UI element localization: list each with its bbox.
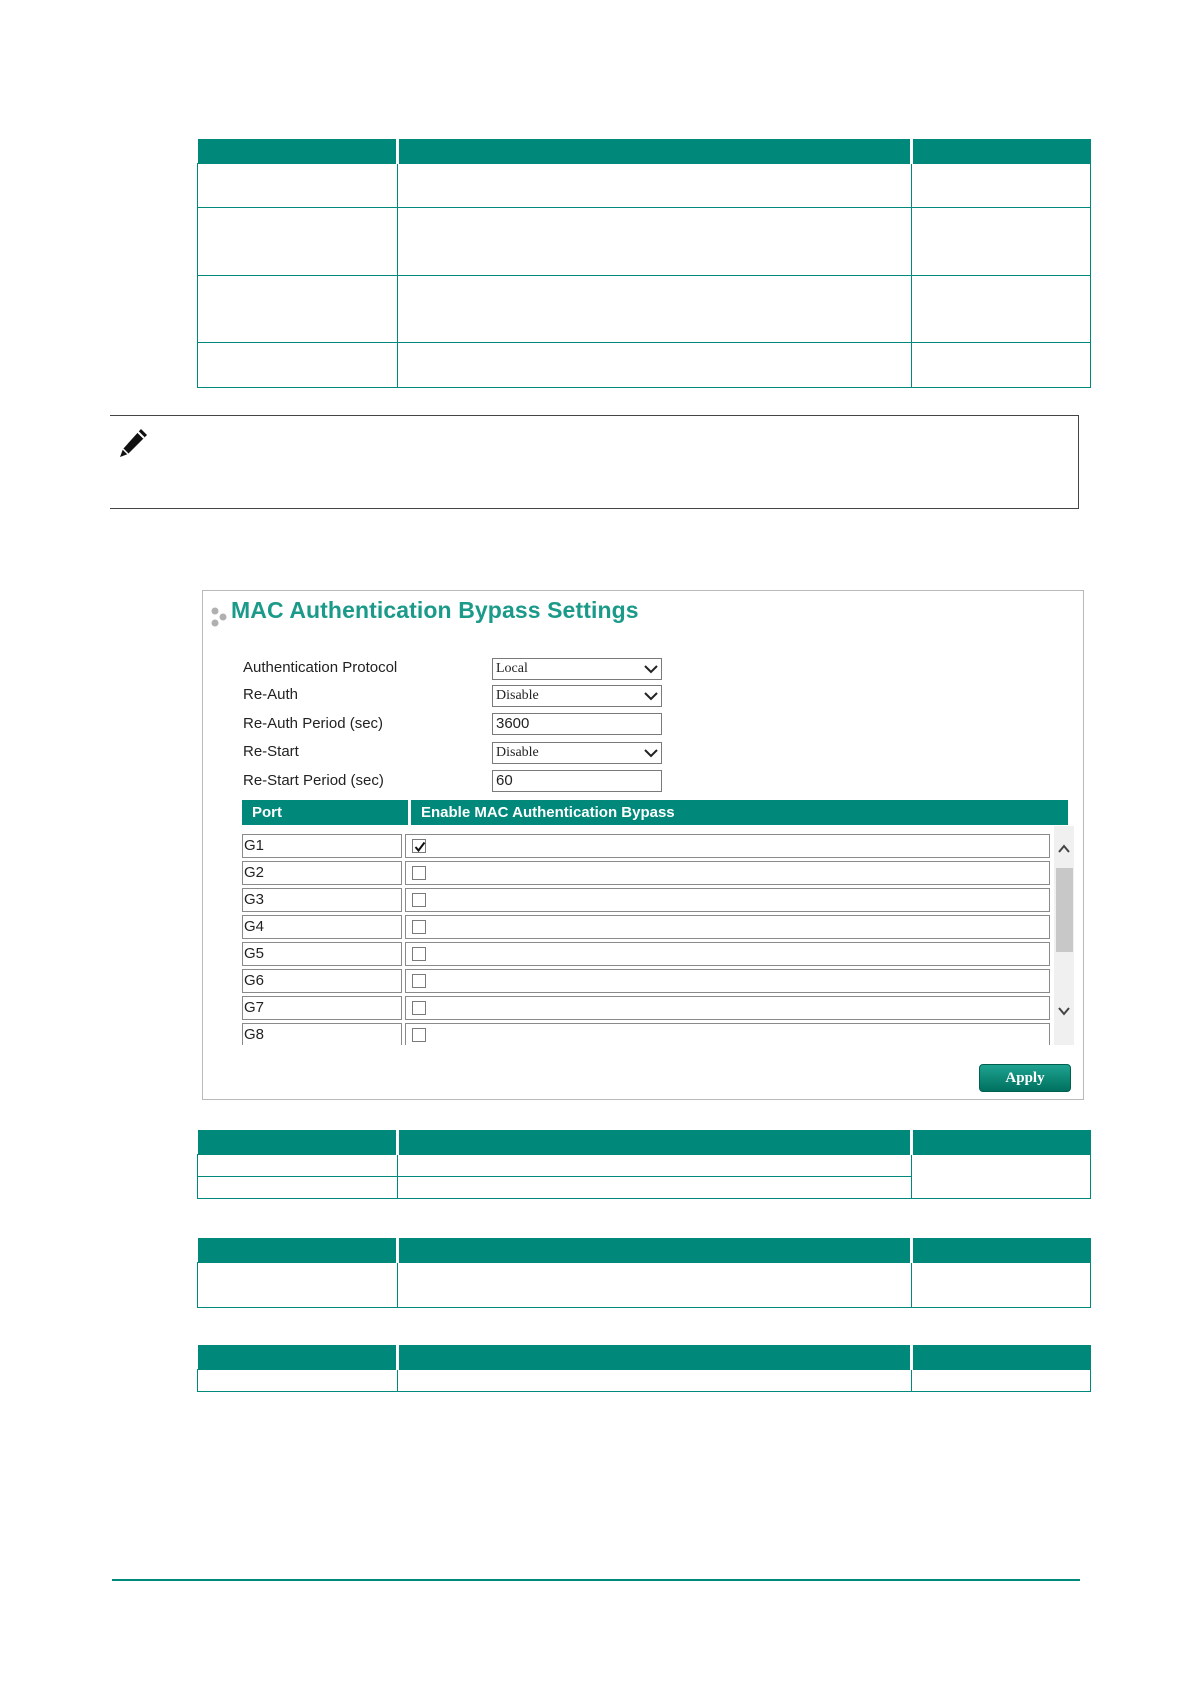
- chevron-down-icon: [644, 747, 658, 759]
- table-cell: [398, 1370, 912, 1392]
- port-column-header: Port: [252, 804, 282, 821]
- table-cell: [912, 276, 1091, 343]
- restart-value: Disable: [496, 745, 539, 760]
- auth-protocol-value: Local: [496, 661, 528, 676]
- scrollbar-thumb[interactable]: [1056, 868, 1073, 952]
- port-cell: G1: [242, 834, 402, 858]
- port-cell: G6: [242, 969, 402, 993]
- chevron-down-icon: [644, 690, 658, 702]
- table-row: [242, 861, 1050, 885]
- mab-cell: [405, 834, 1050, 858]
- table-cell: [398, 1155, 912, 1177]
- header-cell: [398, 1130, 912, 1155]
- chevron-up-icon[interactable]: [1057, 842, 1071, 856]
- chevron-down-icon[interactable]: [1057, 1004, 1071, 1018]
- table-cell: [912, 1155, 1091, 1199]
- mab-column-header: Enable MAC Authentication Bypass: [421, 804, 675, 821]
- table-cell: [198, 164, 398, 208]
- table-cell: [912, 164, 1091, 208]
- table-cell: [198, 1177, 398, 1199]
- port-cell: G2: [242, 861, 402, 885]
- header-cell: [198, 1130, 398, 1155]
- port-grid-body: [242, 834, 1050, 1045]
- restart-select[interactable]: [492, 742, 662, 764]
- mab-checkbox-g3[interactable]: [412, 893, 426, 907]
- table-cell: [398, 164, 912, 208]
- top-parameter-table: [197, 139, 1091, 388]
- table-cell: [912, 1370, 1091, 1392]
- title-dots-icon: [210, 606, 230, 628]
- header-cell: [198, 139, 398, 164]
- second-parameter-table: [197, 1130, 1091, 1199]
- reauth-period-input[interactable]: 3600: [492, 713, 662, 735]
- mab-checkbox-g6[interactable]: [412, 974, 426, 988]
- table-cell: [198, 343, 398, 388]
- table-cell: [398, 343, 912, 388]
- mab-settings-panel: [202, 590, 1084, 1100]
- reauth-period-label: Re-Auth Period (sec): [243, 715, 384, 732]
- header-cell: [398, 139, 912, 164]
- auth-protocol-label: Authentication Protocol: [243, 659, 398, 676]
- mab-cell: [405, 915, 1050, 939]
- port-cell: G4: [242, 915, 402, 939]
- fourth-parameter-table: [197, 1345, 1091, 1392]
- header-cell: [912, 1345, 1091, 1370]
- mab-checkbox-g2[interactable]: [412, 866, 426, 880]
- mab-cell: [405, 996, 1050, 1020]
- third-parameter-table: [197, 1238, 1091, 1308]
- grid-scrollbar[interactable]: [1054, 826, 1074, 1045]
- mab-checkbox-g8[interactable]: [412, 1028, 426, 1042]
- table-cell: [398, 1263, 912, 1308]
- restart-label: Re-Start: [243, 743, 299, 760]
- mab-cell: [405, 1023, 1050, 1045]
- table-row: [242, 888, 1050, 912]
- header-cell: [912, 1130, 1091, 1155]
- restart-period-label: Re-Start Period (sec): [243, 772, 384, 789]
- port-grid-header: [242, 800, 1068, 825]
- table-cell: [912, 343, 1091, 388]
- mab-checkbox-g7[interactable]: [412, 1001, 426, 1015]
- footer-divider: [112, 1579, 1080, 1581]
- table-row: [242, 996, 1050, 1020]
- table-cell: [912, 208, 1091, 276]
- mab-checkbox-g4[interactable]: [412, 920, 426, 934]
- table-row: [242, 942, 1050, 966]
- chevron-down-icon: [644, 663, 658, 675]
- mab-cell: [405, 888, 1050, 912]
- header-cell: [198, 1238, 398, 1263]
- port-cell: G7: [242, 996, 402, 1020]
- apply-button[interactable]: Apply: [979, 1064, 1071, 1092]
- port-cell: G8: [242, 1023, 402, 1045]
- table-row: [242, 1023, 1050, 1045]
- reauth-value: Disable: [496, 688, 539, 703]
- table-cell: [198, 276, 398, 343]
- table-row: [242, 834, 1050, 858]
- table-cell: [198, 1370, 398, 1392]
- auth-protocol-select[interactable]: [492, 658, 662, 680]
- header-cell: [198, 1345, 398, 1370]
- header-cell: [912, 1238, 1091, 1263]
- table-cell: [198, 1263, 398, 1308]
- panel-title: MAC Authentication Bypass Settings: [231, 597, 639, 623]
- note-box: [110, 415, 1079, 509]
- header-cell: [398, 1238, 912, 1263]
- mab-cell: [405, 969, 1050, 993]
- port-cell: G3: [242, 888, 402, 912]
- header-cell: [912, 139, 1091, 164]
- table-cell: [398, 1177, 912, 1199]
- checkmark-icon: [413, 840, 427, 854]
- mab-checkbox-g1[interactable]: [412, 839, 426, 853]
- table-cell: [198, 1155, 398, 1177]
- reauth-select[interactable]: [492, 685, 662, 707]
- reauth-label: Re-Auth: [243, 686, 299, 703]
- table-cell: [912, 1263, 1091, 1308]
- pencil-icon: [116, 426, 150, 460]
- table-cell: [398, 276, 912, 343]
- table-cell: [198, 208, 398, 276]
- mab-checkbox-g5[interactable]: [412, 947, 426, 961]
- restart-period-input[interactable]: 60: [492, 770, 662, 792]
- table-row: [242, 915, 1050, 939]
- mab-cell: [405, 861, 1050, 885]
- mab-cell: [405, 942, 1050, 966]
- table-row: [242, 969, 1050, 993]
- table-cell: [398, 208, 912, 276]
- header-cell: [398, 1345, 912, 1370]
- port-cell: G5: [242, 942, 402, 966]
